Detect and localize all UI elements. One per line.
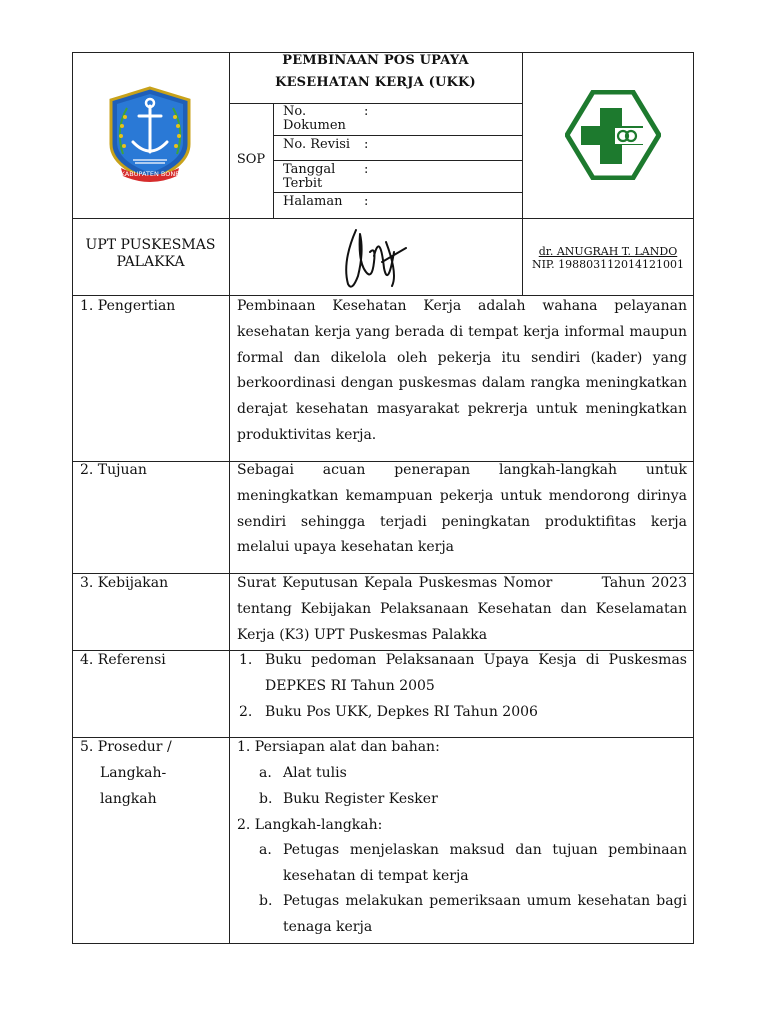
section-prosedur-label-2: Langkah- (100, 765, 167, 781)
referensi-item-text: Buku Pos UKK, Depkes RI Tahun 2006 (265, 704, 538, 720)
step-2-item-text: Petugas menjelaskan maksud dan tujuan pembinaan kesehatan di tempat kerja (283, 842, 687, 884)
puskesmas-logo (565, 90, 661, 180)
section-tujuan-text: Sebagai acuan penerapan langkah-langkah untuk meningkatkan kemampuan pekerja untuk mendorong dirinya sendiri sehingga terjadi peningkatan produktifitas kerja melalui upaya kesehatan kerja (237, 462, 687, 556)
section-prosedur-label-3: langkah (100, 791, 157, 807)
title-line-1: PEMBINAAN POS UPAYA (282, 53, 469, 68)
logo-ribbon-text: KABUPATEN BONE (120, 170, 180, 178)
field-divider (273, 135, 522, 136)
prosedur-step-2-title: 2. Langkah-langkah: (237, 817, 383, 833)
field-no-revisi-sep: : (364, 137, 369, 152)
step-2-item-num: a. (259, 842, 272, 858)
section-pengertian-text: Pembinaan Kesehatan Kerja adalah wahana pelayanan kesehatan kerja yang berada di tempat kerja informal maupun formal dan dikelola oleh pekerja itu sendiri (kader) yang berkoordinasi dengan puskesmas dalam rangka meningkatkan derajat kesehatan masyarakat pekrerja untuk meningkatkan produktivitas kerja. (237, 298, 687, 443)
step-1-item-num: b. (259, 791, 273, 807)
referensi-item-text: Buku pedoman Pelaksanaan Upaya Kesja di Puskesmas DEPKES RI Tahun 2005 (265, 652, 687, 694)
kabupaten-bone-logo (103, 84, 197, 184)
signature (336, 222, 412, 294)
section-prosedur-label: 5. Prosedur / (80, 739, 172, 755)
step-1-item-num: a. (259, 765, 272, 781)
column-divider (229, 52, 230, 944)
referensi-item-num: 1. (239, 652, 253, 668)
sop-label: SOP (236, 152, 266, 167)
referensi-item-num: 2. (239, 704, 253, 720)
field-tanggal-terbit-sep: : (364, 162, 369, 177)
title-line-2: KESEHATAN KERJA (UKK) (275, 75, 476, 90)
signer-nip: NIP. 198803112014121001 (531, 258, 685, 271)
section-referensi-label: 4. Referensi (80, 652, 166, 668)
field-halaman-label: Halaman (283, 194, 343, 209)
section-tujuan-label: 2. Tujuan (80, 462, 147, 478)
field-halaman-sep: : (364, 194, 369, 209)
step-1-item-text: Buku Register Kesker (283, 791, 438, 807)
row-divider (72, 218, 694, 219)
section-pengertian-label: 1. Pengertian (80, 298, 176, 314)
field-no-dokumen-sep: : (364, 104, 369, 119)
section-kebijakan-label: 3. Kebijakan (80, 575, 169, 591)
field-divider (273, 192, 522, 193)
step-2-item-text: Petugas melakukan pemeriksaan umum kesehatan bagi tenaga kerja (283, 893, 687, 935)
section-kebijakan-text: Surat Keputusan Kepala Puskesmas Nomor Tahun 2023 tentang Kebijakan Pelaksanaan Kesehatan dan Keselamatan Kerja (K3) UPT Puskesmas Palakka (237, 575, 692, 643)
step-1-item-text: Alat tulis (283, 765, 347, 781)
prosedur-step-1-title: 1. Persiapan alat dan bahan: (237, 739, 440, 755)
field-no-revisi-label: No. Revisi (283, 137, 351, 152)
step-2-item-num: b. (259, 893, 273, 909)
signer-name: dr. ANUGRAH T. LANDO (538, 245, 678, 258)
field-tanggal-terbit-label: Tanggal Terbit (283, 162, 336, 191)
field-divider (273, 160, 522, 161)
field-no-dokumen-label: No. Dokumen (283, 104, 346, 133)
document-title (229, 50, 522, 94)
org-name: UPT PUSKESMAS PALAKKA (85, 237, 216, 270)
